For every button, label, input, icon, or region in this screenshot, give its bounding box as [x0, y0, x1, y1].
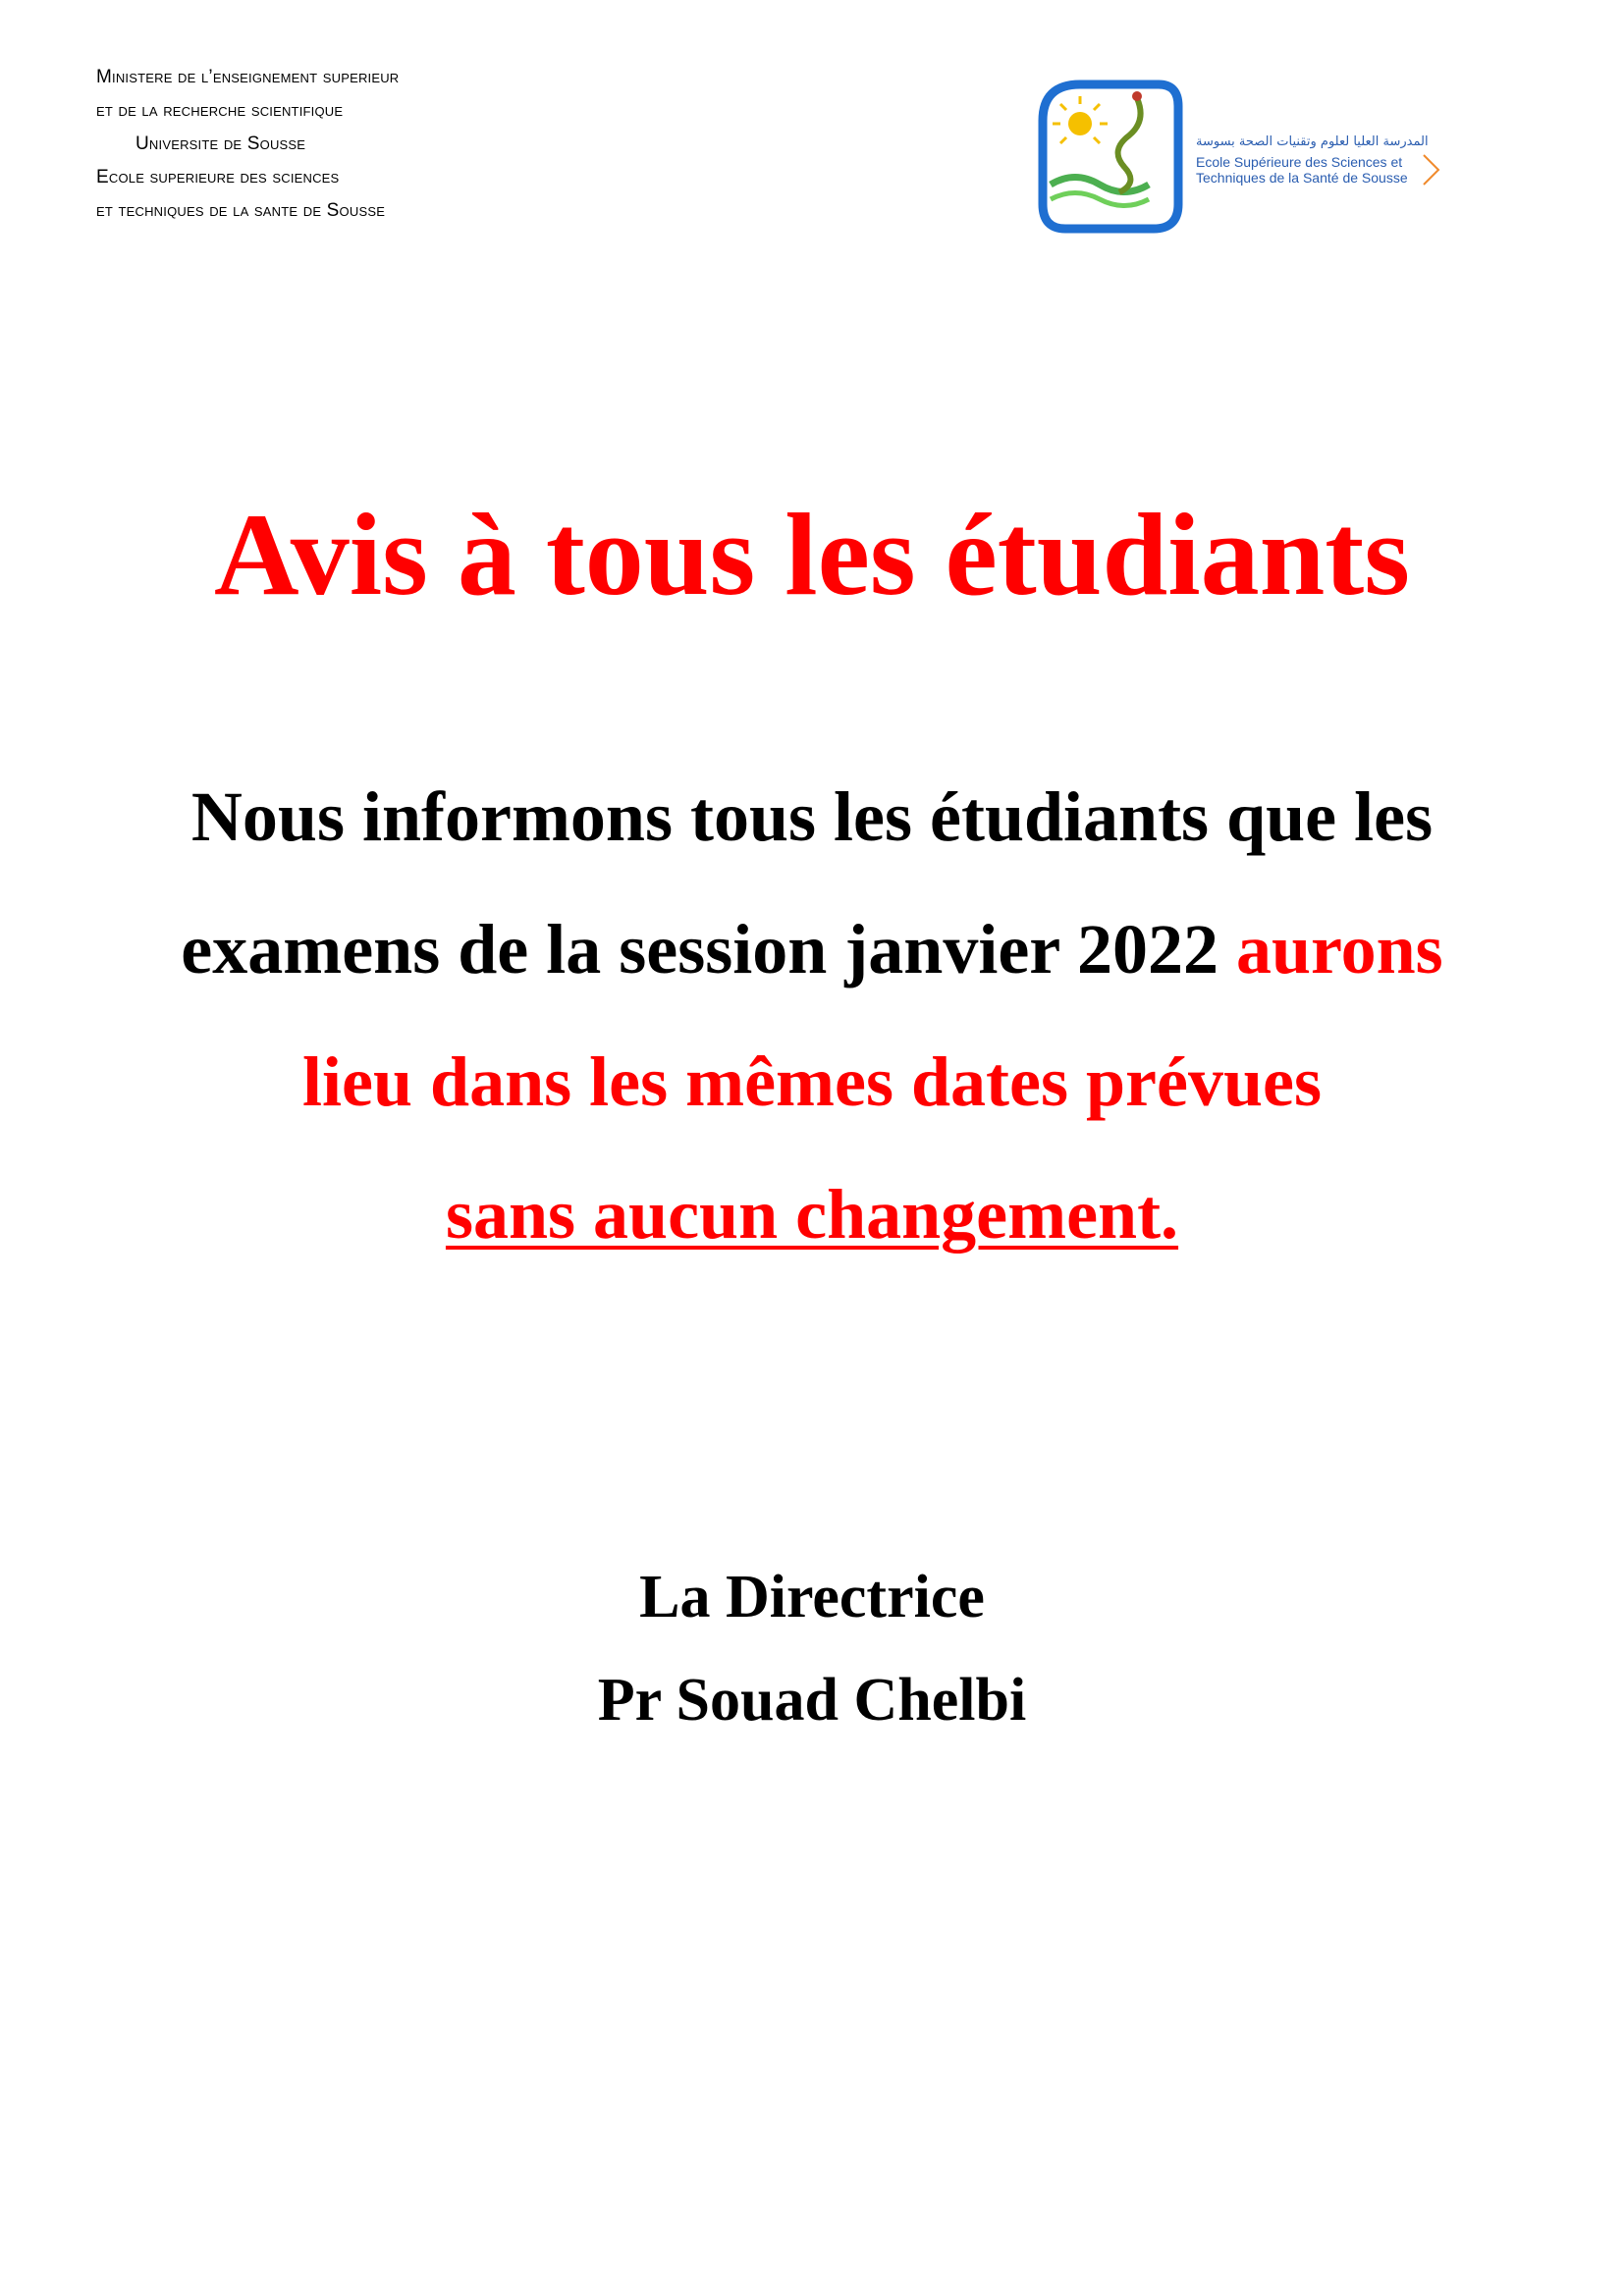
notice-body: [98, 751, 1526, 1281]
signature-role: La Directrice: [639, 1564, 985, 1630]
header-line-university: Universite de Sousse: [135, 133, 306, 154]
notice-title: Avis à tous les étudiants: [214, 489, 1410, 619]
body-line-2-black: examens de la session janvier 2022: [181, 910, 1218, 988]
signature-block: [0, 1546, 1624, 1752]
body-line-4: [98, 1148, 1526, 1281]
school-logo-icon: [1031, 77, 1453, 239]
signature-name: Pr Souad Chelbi: [597, 1667, 1027, 1734]
header-line-research: et de la recherche scientifique: [96, 100, 344, 121]
body-line-4-underlined: sans aucun changement.: [445, 1175, 1179, 1254]
logo-text-line1: Ecole Supérieure des Sciences et: [1196, 154, 1403, 170]
institution-header: [96, 61, 399, 228]
logo-arabic-text: المدرسة العليا لعلوم وتقنيات الصحة بسوسة: [1196, 134, 1429, 149]
body-line-2: [98, 883, 1526, 1016]
body-line-2-red: aurons: [1235, 910, 1443, 988]
body-line-1: Nous informons tous les étudiants que les: [190, 777, 1434, 856]
header-line-school: Ecole superieure des sciences: [96, 167, 340, 187]
body-line-3: lieu dans les mêmes dates prévues: [302, 1042, 1322, 1121]
logo-text-line2: Techniques de la Santé de Sousse: [1196, 170, 1408, 186]
header-line-ministry: Ministere de l’enseignement superieur: [96, 67, 400, 87]
school-logo: [1031, 77, 1453, 239]
header-line-school-2: et techniques de la sante de Sousse: [96, 200, 386, 221]
